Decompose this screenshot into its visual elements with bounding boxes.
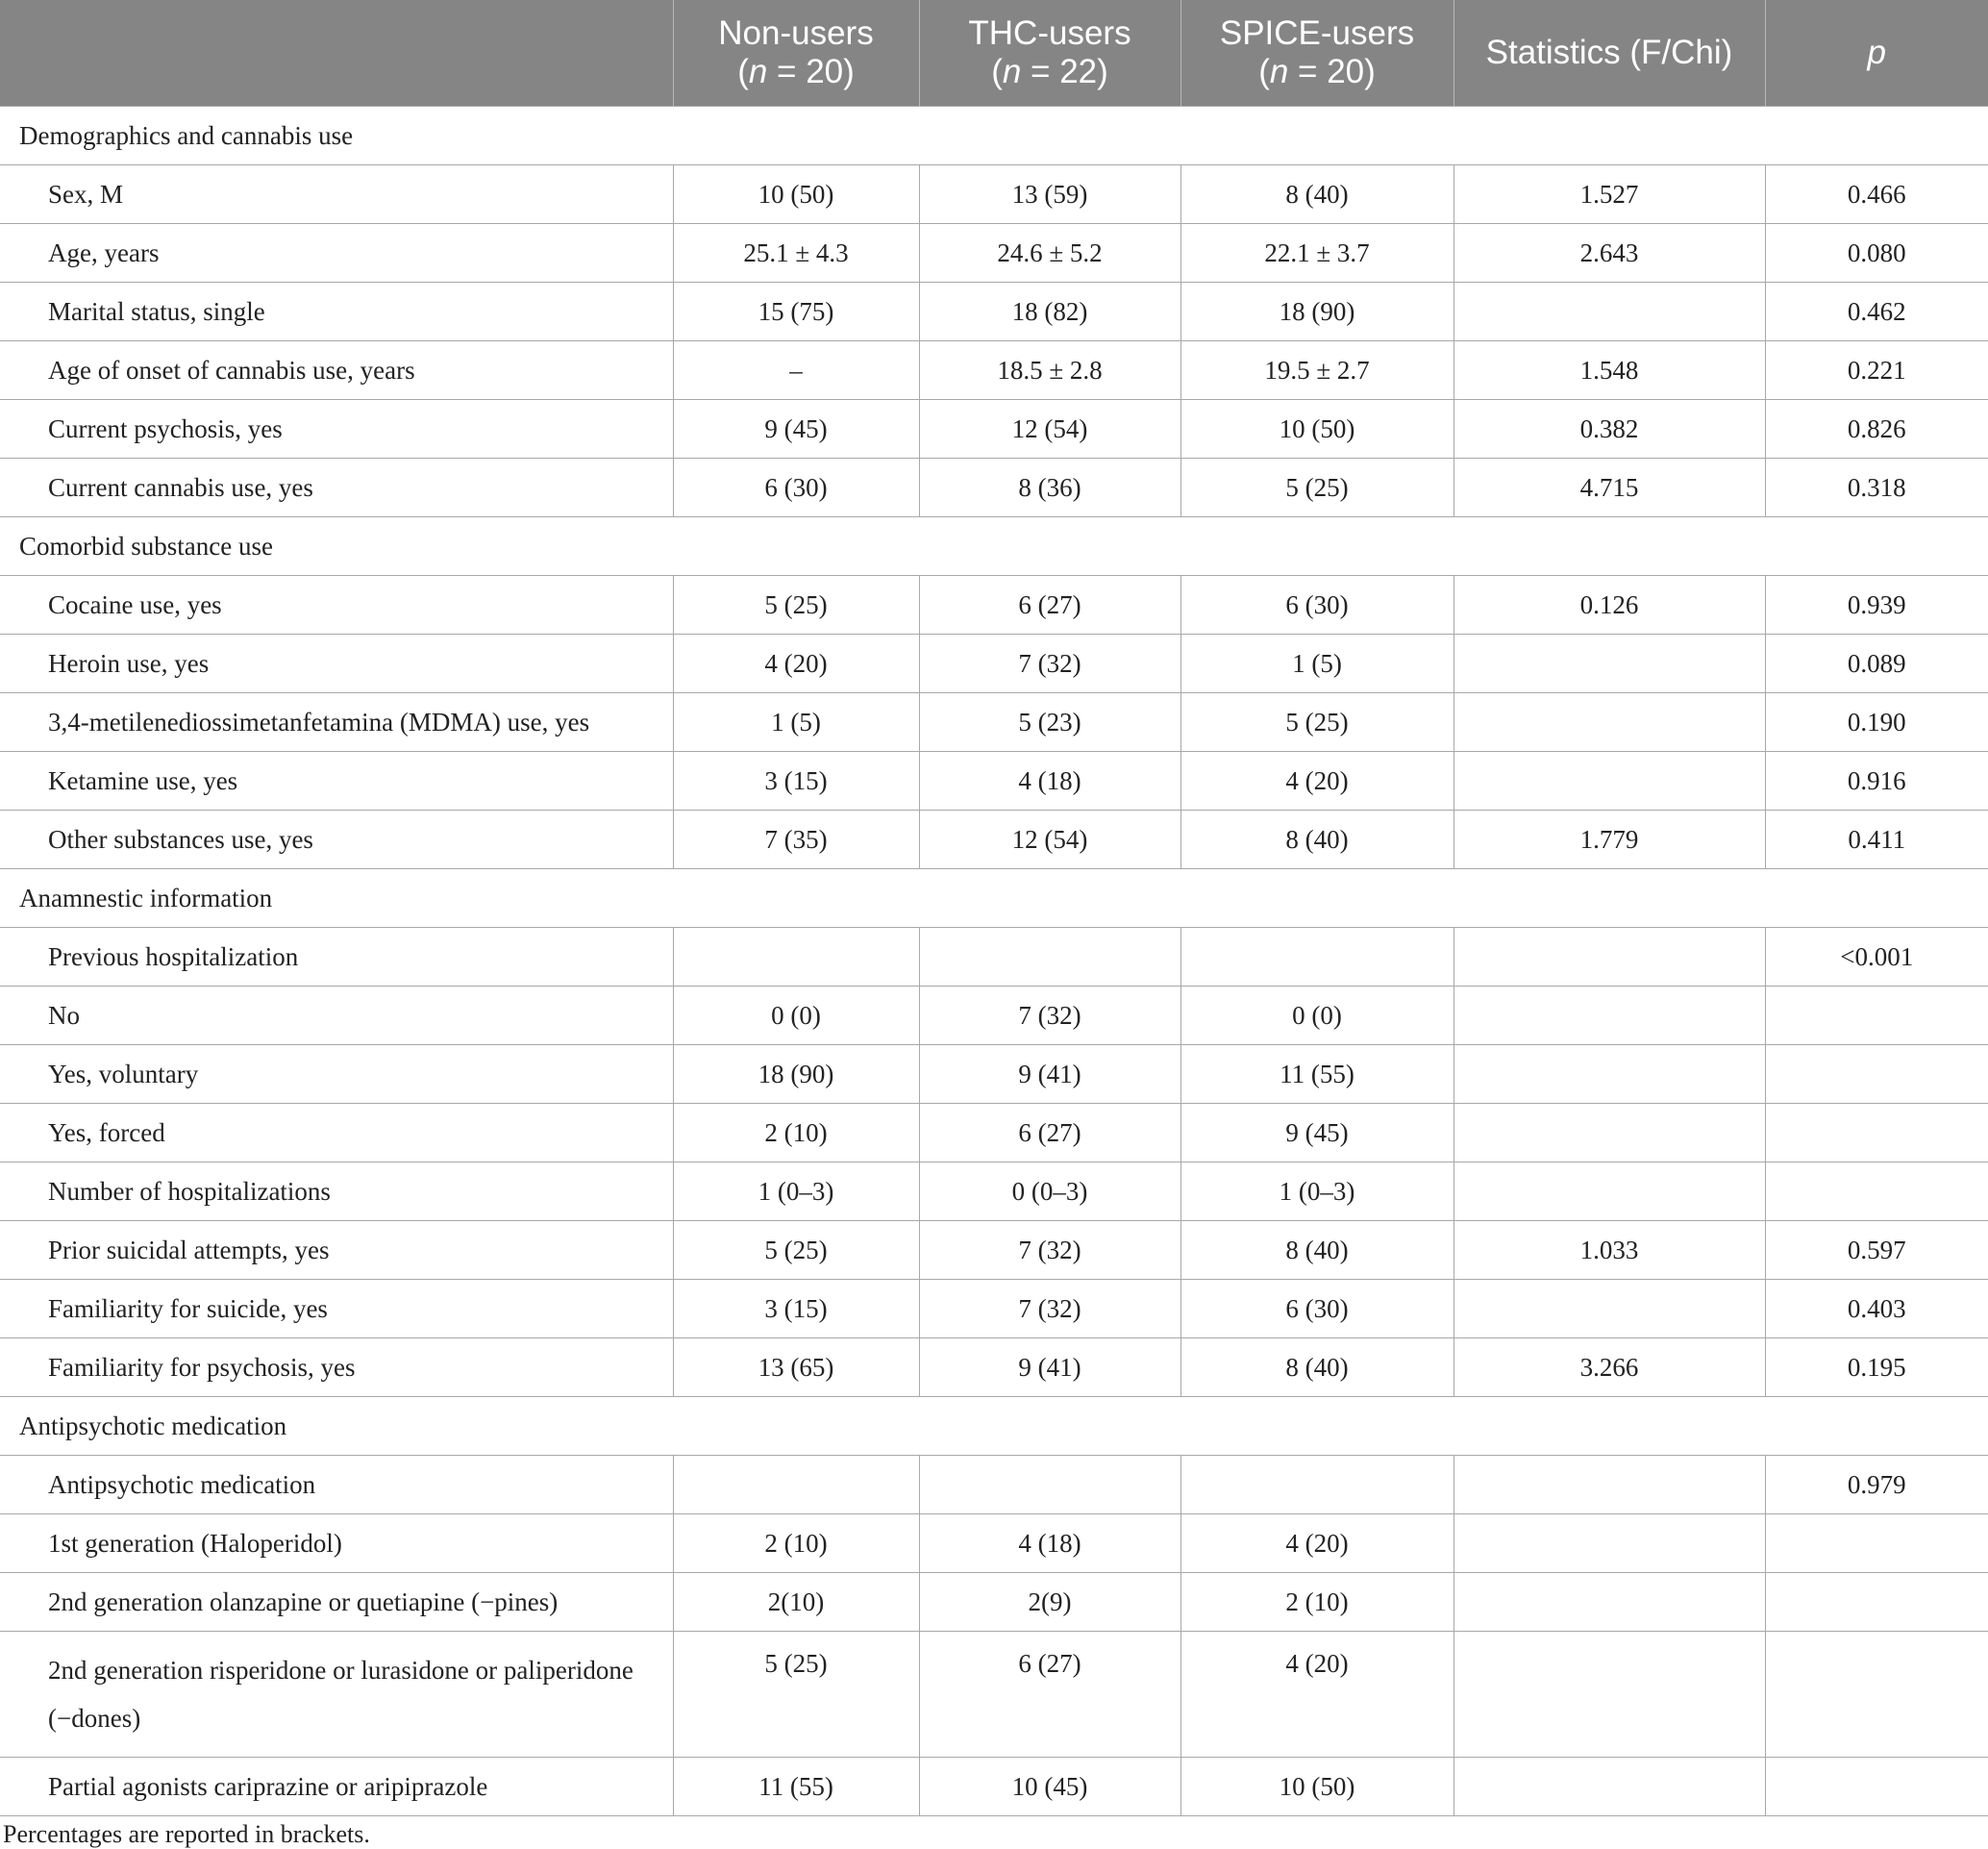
table-row: [0, 1221, 1988, 1280]
row-label: Yes, forced: [0, 1104, 673, 1162]
column-header-2: [919, 0, 1180, 107]
table-cell: 0.826: [1765, 400, 1988, 459]
sample-size-part: (: [737, 53, 749, 90]
table-cell: 18 (90): [673, 1045, 919, 1104]
table-row: [0, 1162, 1988, 1221]
table-cell: 7 (32): [919, 1280, 1180, 1338]
table-cell: [1454, 1162, 1765, 1221]
table-row: [0, 987, 1988, 1045]
table-cell: 3 (15): [673, 1280, 919, 1338]
table-cell: 0.221: [1765, 341, 1988, 400]
table-cell: 24.6 ± 5.2: [919, 224, 1180, 283]
table-cell: 1.779: [1454, 811, 1765, 869]
table-cell: 8 (40): [1180, 1221, 1454, 1280]
section-title: Comorbid substance use: [0, 517, 1988, 576]
table-cell: [1454, 1456, 1765, 1514]
table-row: [0, 1456, 1988, 1514]
row-label: Age, years: [0, 224, 673, 283]
table-row: [0, 1632, 1988, 1758]
table-row: [0, 165, 1988, 224]
row-label: Heroin use, yes: [0, 635, 673, 693]
table-cell: 9 (45): [1180, 1104, 1454, 1162]
table-cell: 6 (30): [673, 459, 919, 517]
table-cell: [1454, 693, 1765, 752]
table-cell: 18.5 ± 2.8: [919, 341, 1180, 400]
table-cell: [1765, 1632, 1988, 1758]
row-label: Previous hospitalization: [0, 928, 673, 987]
section-title: Anamnestic information: [0, 869, 1988, 928]
row-label: Number of hospitalizations: [0, 1162, 673, 1221]
table-cell: [1454, 987, 1765, 1045]
table-cell: 0.318: [1765, 459, 1988, 517]
table-cell: 0.382: [1454, 400, 1765, 459]
row-label: Familiarity for suicide, yes: [0, 1280, 673, 1338]
table-cell: 9 (41): [919, 1045, 1180, 1104]
table-row: [0, 341, 1988, 400]
sample-size-part: (: [991, 53, 1003, 90]
section-title: Demographics and cannabis use: [0, 107, 1988, 165]
table-row: [0, 1514, 1988, 1573]
table-row: [0, 1045, 1988, 1104]
table-cell: [1765, 1514, 1988, 1573]
table-cell: 7 (35): [673, 811, 919, 869]
row-label: Familiarity for psychosis, yes: [0, 1338, 673, 1397]
table-body: [0, 107, 1988, 1816]
column-header-label: THC-users: [968, 14, 1131, 52]
table-row: [0, 693, 1988, 752]
table-cell: [1454, 928, 1765, 987]
table-cell: 0.403: [1765, 1280, 1988, 1338]
table-cell: 7 (32): [919, 1221, 1180, 1280]
column-header-sample-size: [920, 53, 1180, 91]
table-row: [0, 224, 1988, 283]
table-cell: 1.527: [1454, 165, 1765, 224]
table-cell: 1.033: [1454, 1221, 1765, 1280]
table-cell: [1180, 1456, 1454, 1514]
sample-size-part: ): [1097, 53, 1108, 90]
table-cell: 0 (0–3): [919, 1162, 1180, 1221]
table-cell: 6 (30): [1180, 576, 1454, 635]
table-row: [0, 811, 1988, 869]
table-cell: [919, 928, 1180, 987]
table-cell: 8 (36): [919, 459, 1180, 517]
table-cell: [1454, 1573, 1765, 1632]
table-cell: 0.916: [1765, 752, 1988, 811]
sample-size-part: =: [767, 53, 807, 90]
table-cell: 7 (32): [919, 635, 1180, 693]
table-cell: 19.5 ± 2.7: [1180, 341, 1454, 400]
table-cell: 2(9): [919, 1573, 1180, 1632]
table-cell: 6 (27): [919, 576, 1180, 635]
table-header: [0, 0, 1988, 107]
table-cell: 0.411: [1765, 811, 1988, 869]
table-row: [0, 1758, 1988, 1816]
table-cell: 5 (23): [919, 693, 1180, 752]
table-cell: 8 (40): [1180, 165, 1454, 224]
table-cell: 8 (40): [1180, 811, 1454, 869]
table-cell: [1454, 1280, 1765, 1338]
table-cell: 12 (54): [919, 400, 1180, 459]
column-header-sample-size: [674, 53, 919, 91]
table-row: [0, 1338, 1988, 1397]
table-cell: 5 (25): [1180, 459, 1454, 517]
table-cell: 10 (50): [673, 165, 919, 224]
table-cell: [1454, 752, 1765, 811]
row-label: Cocaine use, yes: [0, 576, 673, 635]
table-cell: 18 (90): [1180, 283, 1454, 341]
sample-size-part: ): [1364, 53, 1376, 90]
table-cell: 5 (25): [1180, 693, 1454, 752]
column-header-label: SPICE-users: [1219, 14, 1415, 52]
section-row: [0, 869, 1988, 928]
table-row: [0, 400, 1988, 459]
table-cell: 0.597: [1765, 1221, 1988, 1280]
column-header-4: [1454, 0, 1765, 107]
table-cell: 4 (20): [1180, 1514, 1454, 1573]
table-cell: 10 (50): [1180, 400, 1454, 459]
row-label: Prior suicidal attempts, yes: [0, 1221, 673, 1280]
table-cell: 0.190: [1765, 693, 1988, 752]
table-cell: [1454, 1758, 1765, 1816]
row-label: Current psychosis, yes: [0, 400, 673, 459]
row-label: 1st generation (Haloperidol): [0, 1514, 673, 1573]
table-cell: 2.643: [1454, 224, 1765, 283]
table-cell: 0.462: [1765, 283, 1988, 341]
table-cell: [1454, 1514, 1765, 1573]
table-cell: [1454, 1104, 1765, 1162]
row-label: Marital status, single: [0, 283, 673, 341]
column-header-label: Non-users: [718, 14, 874, 52]
column-header-3: [1180, 0, 1454, 107]
table-cell: 0.466: [1765, 165, 1988, 224]
table-cell: 13 (59): [919, 165, 1180, 224]
table-row: [0, 635, 1988, 693]
row-label: Ketamine use, yes: [0, 752, 673, 811]
table-cell: 10 (45): [919, 1758, 1180, 1816]
table-cell: 1 (5): [1180, 635, 1454, 693]
sample-size-part: 22: [1059, 53, 1098, 90]
column-header-label: p: [1867, 34, 1886, 71]
table-cell: 10 (50): [1180, 1758, 1454, 1816]
table-cell: [1765, 987, 1988, 1045]
table-cell: [673, 1456, 919, 1514]
table-cell: 1 (5): [673, 693, 919, 752]
column-header-sample-size: [1181, 53, 1454, 91]
table-cell: [1765, 1162, 1988, 1221]
table-cell: 2 (10): [673, 1104, 919, 1162]
table-cell: 0.089: [1765, 635, 1988, 693]
table-row: [0, 752, 1988, 811]
sample-size-part: n: [748, 53, 768, 90]
column-header-0: [0, 0, 673, 107]
table-cell: [1454, 1632, 1765, 1758]
table-row: [0, 283, 1988, 341]
table-cell: [1765, 1104, 1988, 1162]
table-cell: 9 (45): [673, 400, 919, 459]
row-label: 2nd generation risperidone or lurasidone or paliperidone (−dones): [0, 1632, 673, 1758]
sample-size-part: 20: [806, 53, 844, 90]
table-row: [0, 1280, 1988, 1338]
table-footnote: Percentages are reported in brackets.: [3, 1820, 370, 1848]
table-cell: 2 (10): [1180, 1573, 1454, 1632]
table-cell: 0.195: [1765, 1338, 1988, 1397]
table-cell: 2(10): [673, 1573, 919, 1632]
table-cell: 4.715: [1454, 459, 1765, 517]
sample-size-part: ): [843, 53, 855, 90]
row-label: Other substances use, yes: [0, 811, 673, 869]
table-cell: 9 (41): [919, 1338, 1180, 1397]
column-header-5: [1765, 0, 1988, 107]
sample-size-part: n: [1269, 53, 1289, 90]
table-row: [0, 1573, 1988, 1632]
column-header-label: Statistics (F/Chi): [1485, 34, 1733, 71]
table-cell: 22.1 ± 3.7: [1180, 224, 1454, 283]
table-cell: 15 (75): [673, 283, 919, 341]
row-label: Sex, M: [0, 165, 673, 224]
table-cell: 4 (20): [673, 635, 919, 693]
table-cell: 8 (40): [1180, 1338, 1454, 1397]
table-cell: 7 (32): [919, 987, 1180, 1045]
table-cell: [919, 1456, 1180, 1514]
table-cell: <0.001: [1765, 928, 1988, 987]
table-cell: 5 (25): [673, 1632, 919, 1758]
sample-size-part: =: [1288, 53, 1328, 90]
row-label: Antipsychotic medication: [0, 1456, 673, 1514]
table-cell: 5 (25): [673, 1221, 919, 1280]
sample-size-part: 20: [1327, 53, 1365, 90]
header-row: [0, 0, 1988, 107]
sample-size-part: =: [1021, 53, 1060, 90]
table-cell: [1454, 1045, 1765, 1104]
column-header-1: [673, 0, 919, 107]
table-row: [0, 459, 1988, 517]
table-cell: [1454, 635, 1765, 693]
table-row: [0, 576, 1988, 635]
table-cell: 0.126: [1454, 576, 1765, 635]
table-cell: –: [673, 341, 919, 400]
table-cell: 18 (82): [919, 283, 1180, 341]
table-row: [0, 928, 1988, 987]
table-cell: 3.266: [1454, 1338, 1765, 1397]
table-cell: 13 (65): [673, 1338, 919, 1397]
table-cell: 1 (0–3): [673, 1162, 919, 1221]
table-cell: 4 (20): [1180, 752, 1454, 811]
table-cell: [1180, 928, 1454, 987]
table-cell: 6 (30): [1180, 1280, 1454, 1338]
row-label: No: [0, 987, 673, 1045]
row-label: Partial agonists cariprazine or aripiprazole: [0, 1758, 673, 1816]
table-cell: 25.1 ± 4.3: [673, 224, 919, 283]
table-cell: 0.939: [1765, 576, 1988, 635]
table-cell: 0 (0): [1180, 987, 1454, 1045]
table-cell: 4 (20): [1180, 1632, 1454, 1758]
section-title: Antipsychotic medication: [0, 1397, 1988, 1456]
table-cell: 3 (15): [673, 752, 919, 811]
table-cell: 2 (10): [673, 1514, 919, 1573]
table-cell: 1 (0–3): [1180, 1162, 1454, 1221]
row-label: Yes, voluntary: [0, 1045, 673, 1104]
table-cell: 12 (54): [919, 811, 1180, 869]
table-cell: 6 (27): [919, 1632, 1180, 1758]
section-row: [0, 517, 1988, 576]
table-cell: [1765, 1045, 1988, 1104]
table-cell: 0.080: [1765, 224, 1988, 283]
table-cell: [1765, 1573, 1988, 1632]
row-label: 2nd generation olanzapine or quetiapine (−pines): [0, 1573, 673, 1632]
table-cell: 4 (18): [919, 752, 1180, 811]
sample-size-part: (: [1258, 53, 1270, 90]
section-row: [0, 1397, 1988, 1456]
table-cell: 6 (27): [919, 1104, 1180, 1162]
row-label: 3,4-metilenediossimetanfetamina (MDMA) use, yes: [0, 693, 673, 752]
table-cell: 4 (18): [919, 1514, 1180, 1573]
table-cell: 0.979: [1765, 1456, 1988, 1514]
table-cell: [1765, 1758, 1988, 1816]
table-cell: [1454, 283, 1765, 341]
table-row: [0, 1104, 1988, 1162]
row-label: Age of onset of cannabis use, years: [0, 341, 673, 400]
table-cell: 11 (55): [1180, 1045, 1454, 1104]
sample-size-part: n: [1002, 53, 1022, 90]
section-row: [0, 107, 1988, 165]
table-cell: 5 (25): [673, 576, 919, 635]
table-cell: [673, 928, 919, 987]
table-cell: 1.548: [1454, 341, 1765, 400]
table-cell: 0 (0): [673, 987, 919, 1045]
table-cell: 11 (55): [673, 1758, 919, 1816]
row-label: Current cannabis use, yes: [0, 459, 673, 517]
